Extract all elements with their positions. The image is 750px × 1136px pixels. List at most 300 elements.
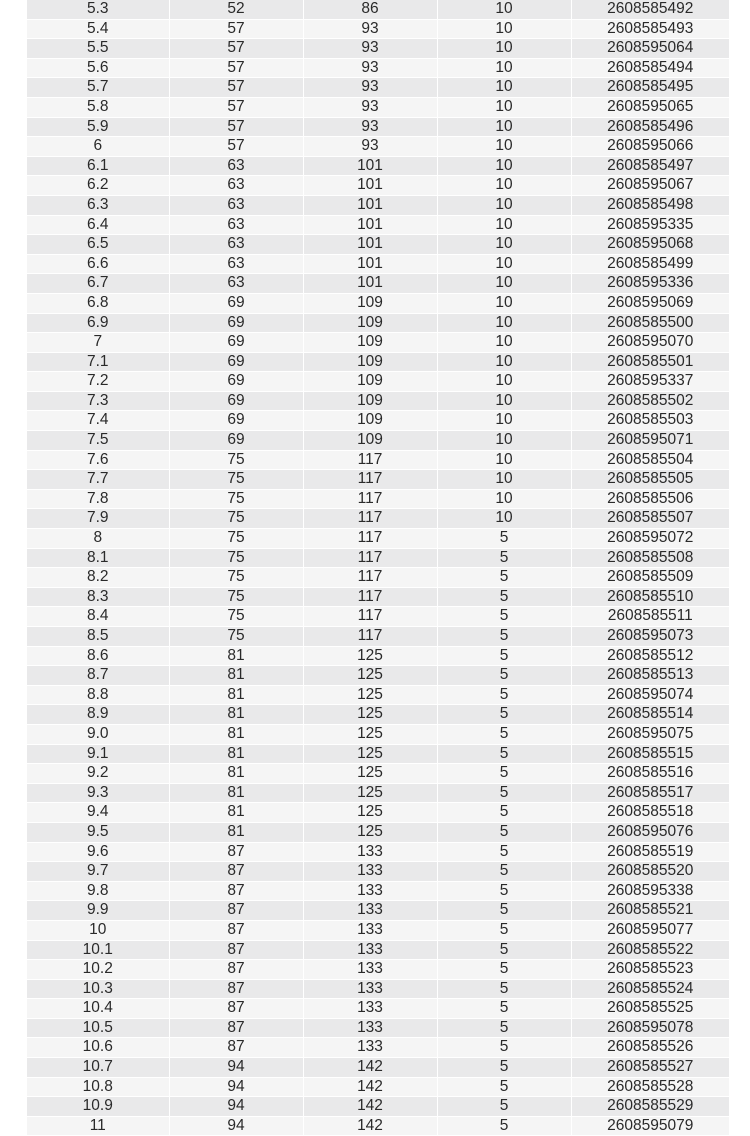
overall-length-cell: 125 [303, 646, 437, 666]
table-row [27, 431, 729, 451]
overall-length-cell: 125 [303, 724, 437, 744]
pack-qty-cell: 5 [437, 940, 571, 960]
diameter-cell: 6.2 [27, 176, 169, 196]
flute-length-cell: 69 [169, 333, 303, 353]
order-number-cell: 2608595073 [571, 627, 729, 647]
pack-qty-cell: 10 [437, 19, 571, 39]
flute-length-cell: 87 [169, 1038, 303, 1058]
order-number-cell: 2608595072 [571, 529, 729, 549]
order-number-cell: 2608585516 [571, 764, 729, 784]
overall-length-cell: 133 [303, 960, 437, 980]
flute-length-cell: 63 [169, 215, 303, 235]
overall-length-cell: 109 [303, 352, 437, 372]
overall-length-cell: 117 [303, 607, 437, 627]
order-number-cell: 2608585496 [571, 117, 729, 137]
flute-length-cell: 75 [169, 607, 303, 627]
table-row [27, 881, 729, 901]
table-row [27, 979, 729, 999]
flute-length-cell: 87 [169, 1018, 303, 1038]
overall-length-cell: 125 [303, 744, 437, 764]
flute-length-cell: 81 [169, 822, 303, 842]
overall-length-cell: 93 [303, 97, 437, 117]
flute-length-cell: 75 [169, 548, 303, 568]
pack-qty-cell: 10 [437, 411, 571, 431]
table-row [27, 587, 729, 607]
overall-length-cell: 142 [303, 1097, 437, 1117]
pack-qty-cell: 5 [437, 979, 571, 999]
order-number-cell: 2608585517 [571, 783, 729, 803]
flute-length-cell: 63 [169, 235, 303, 255]
table-row [27, 293, 729, 313]
order-number-cell: 2608595078 [571, 1018, 729, 1038]
overall-length-cell: 93 [303, 137, 437, 157]
overall-length-cell: 125 [303, 764, 437, 784]
diameter-cell: 7.2 [27, 372, 169, 392]
diameter-cell: 10 [27, 920, 169, 940]
diameter-cell: 6.6 [27, 254, 169, 274]
flute-length-cell: 75 [169, 587, 303, 607]
diameter-cell: 10.5 [27, 1018, 169, 1038]
order-number-cell: 2608585497 [571, 156, 729, 176]
overall-length-cell: 86 [303, 0, 437, 19]
diameter-cell: 6.8 [27, 293, 169, 313]
diameter-cell: 6.3 [27, 195, 169, 215]
table-row [27, 176, 729, 196]
flute-length-cell: 87 [169, 842, 303, 862]
table-row [27, 313, 729, 333]
table-row [27, 470, 729, 490]
flute-length-cell: 69 [169, 352, 303, 372]
order-number-cell: 2608595079 [571, 1116, 729, 1136]
diameter-cell: 8.4 [27, 607, 169, 627]
pack-qty-cell: 10 [437, 450, 571, 470]
diameter-cell: 9.1 [27, 744, 169, 764]
diameter-cell: 7.7 [27, 470, 169, 490]
overall-length-cell: 117 [303, 587, 437, 607]
diameter-cell: 6.9 [27, 313, 169, 333]
flute-length-cell: 63 [169, 195, 303, 215]
flute-length-cell: 81 [169, 764, 303, 784]
flute-length-cell: 81 [169, 646, 303, 666]
order-number-cell: 2608585526 [571, 1038, 729, 1058]
order-number-cell: 2608585504 [571, 450, 729, 470]
flute-length-cell: 57 [169, 137, 303, 157]
pack-qty-cell: 5 [437, 1038, 571, 1058]
order-number-cell: 2608585498 [571, 195, 729, 215]
order-number-cell: 2608595074 [571, 685, 729, 705]
pack-qty-cell: 10 [437, 313, 571, 333]
table-row [27, 960, 729, 980]
order-number-cell: 2608585513 [571, 666, 729, 686]
overall-length-cell: 133 [303, 842, 437, 862]
flute-length-cell: 87 [169, 901, 303, 921]
order-number-cell: 2608585520 [571, 862, 729, 882]
order-number-cell: 2608595064 [571, 39, 729, 59]
overall-length-cell: 133 [303, 1018, 437, 1038]
pack-qty-cell: 10 [437, 470, 571, 490]
diameter-cell: 9.0 [27, 724, 169, 744]
pack-qty-cell: 10 [437, 39, 571, 59]
order-number-cell: 2608585507 [571, 509, 729, 529]
overall-length-cell: 101 [303, 215, 437, 235]
overall-length-cell: 125 [303, 666, 437, 686]
pack-qty-cell: 10 [437, 156, 571, 176]
flute-length-cell: 81 [169, 803, 303, 823]
order-number-cell: 2608595075 [571, 724, 729, 744]
table-row [27, 705, 729, 725]
table-row [27, 1077, 729, 1097]
table-row [27, 215, 729, 235]
order-number-cell: 2608585515 [571, 744, 729, 764]
table-row [27, 156, 729, 176]
order-number-cell: 2608595067 [571, 176, 729, 196]
table-row [27, 724, 729, 744]
pack-qty-cell: 10 [437, 58, 571, 78]
flute-length-cell: 75 [169, 529, 303, 549]
diameter-cell: 9.9 [27, 901, 169, 921]
overall-length-cell: 142 [303, 1058, 437, 1078]
table-row [27, 333, 729, 353]
diameter-cell: 9.6 [27, 842, 169, 862]
pack-qty-cell: 5 [437, 587, 571, 607]
diameter-cell: 5.3 [27, 0, 169, 19]
order-number-cell: 2608585495 [571, 78, 729, 98]
table-row [27, 391, 729, 411]
diameter-cell: 10.9 [27, 1097, 169, 1117]
pack-qty-cell: 5 [437, 627, 571, 647]
order-number-cell: 2608585525 [571, 999, 729, 1019]
spec-table-body [27, 0, 729, 1136]
pack-qty-cell: 10 [437, 235, 571, 255]
order-number-cell: 2608595066 [571, 137, 729, 157]
pack-qty-cell: 5 [437, 548, 571, 568]
order-number-cell: 2608585510 [571, 587, 729, 607]
flute-length-cell: 63 [169, 274, 303, 294]
overall-length-cell: 117 [303, 470, 437, 490]
pack-qty-cell: 5 [437, 999, 571, 1019]
diameter-cell: 6.7 [27, 274, 169, 294]
pack-qty-cell: 10 [437, 489, 571, 509]
overall-length-cell: 93 [303, 117, 437, 137]
diameter-cell: 6.1 [27, 156, 169, 176]
table-row [27, 0, 729, 19]
flute-length-cell: 94 [169, 1077, 303, 1097]
diameter-cell: 5.6 [27, 58, 169, 78]
pack-qty-cell: 5 [437, 607, 571, 627]
flute-length-cell: 81 [169, 744, 303, 764]
pack-qty-cell: 5 [437, 1077, 571, 1097]
diameter-cell: 7.6 [27, 450, 169, 470]
diameter-cell: 8.6 [27, 646, 169, 666]
diameter-cell: 8.3 [27, 587, 169, 607]
table-row [27, 803, 729, 823]
overall-length-cell: 117 [303, 529, 437, 549]
overall-length-cell: 133 [303, 979, 437, 999]
flute-length-cell: 75 [169, 489, 303, 509]
order-number-cell: 2608585492 [571, 0, 729, 19]
table-row [27, 117, 729, 137]
flute-length-cell: 87 [169, 920, 303, 940]
table-row [27, 274, 729, 294]
diameter-cell: 8.9 [27, 705, 169, 725]
flute-length-cell: 57 [169, 58, 303, 78]
order-number-cell: 2608595068 [571, 235, 729, 255]
diameter-cell: 7.8 [27, 489, 169, 509]
pack-qty-cell: 10 [437, 352, 571, 372]
diameter-cell: 6 [27, 137, 169, 157]
table-row [27, 1097, 729, 1117]
order-number-cell: 2608585524 [571, 979, 729, 999]
diameter-cell: 8.1 [27, 548, 169, 568]
order-number-cell: 2608585522 [571, 940, 729, 960]
table-row [27, 78, 729, 98]
table-row [27, 1038, 729, 1058]
diameter-cell: 6.5 [27, 235, 169, 255]
order-number-cell: 2608585494 [571, 58, 729, 78]
diameter-cell: 7 [27, 333, 169, 353]
flute-length-cell: 94 [169, 1058, 303, 1078]
table-row [27, 411, 729, 431]
table-row [27, 39, 729, 59]
pack-qty-cell: 5 [437, 1058, 571, 1078]
diameter-cell: 9.4 [27, 803, 169, 823]
table-row [27, 568, 729, 588]
flute-length-cell: 75 [169, 509, 303, 529]
order-number-cell: 2608585506 [571, 489, 729, 509]
diameter-cell: 7.5 [27, 431, 169, 451]
pack-qty-cell: 5 [437, 705, 571, 725]
flute-length-cell: 57 [169, 78, 303, 98]
overall-length-cell: 101 [303, 235, 437, 255]
diameter-cell: 10.4 [27, 999, 169, 1019]
table-row [27, 744, 729, 764]
table-row [27, 940, 729, 960]
overall-length-cell: 133 [303, 901, 437, 921]
overall-length-cell: 125 [303, 783, 437, 803]
order-number-cell: 2608585508 [571, 548, 729, 568]
diameter-cell: 9.8 [27, 881, 169, 901]
table-row [27, 352, 729, 372]
order-number-cell: 2608585501 [571, 352, 729, 372]
flute-length-cell: 87 [169, 999, 303, 1019]
pack-qty-cell: 10 [437, 372, 571, 392]
pack-qty-cell: 10 [437, 391, 571, 411]
overall-length-cell: 109 [303, 313, 437, 333]
pack-qty-cell: 5 [437, 724, 571, 744]
diameter-cell: 8.7 [27, 666, 169, 686]
table-row [27, 58, 729, 78]
flute-length-cell: 75 [169, 568, 303, 588]
pack-qty-cell: 5 [437, 822, 571, 842]
diameter-cell: 10.1 [27, 940, 169, 960]
pack-qty-cell: 10 [437, 215, 571, 235]
table-row [27, 685, 729, 705]
overall-length-cell: 109 [303, 333, 437, 353]
overall-length-cell: 125 [303, 803, 437, 823]
pack-qty-cell: 5 [437, 744, 571, 764]
table-row [27, 627, 729, 647]
pack-qty-cell: 10 [437, 509, 571, 529]
table-row [27, 862, 729, 882]
flute-length-cell: 81 [169, 705, 303, 725]
overall-length-cell: 133 [303, 920, 437, 940]
order-number-cell: 2608585514 [571, 705, 729, 725]
diameter-cell: 7.4 [27, 411, 169, 431]
order-number-cell: 2608585511 [571, 607, 729, 627]
order-number-cell: 2608585509 [571, 568, 729, 588]
pack-qty-cell: 10 [437, 195, 571, 215]
order-number-cell: 2608595335 [571, 215, 729, 235]
order-number-cell: 2608585499 [571, 254, 729, 274]
table-row [27, 509, 729, 529]
order-number-cell: 2608595077 [571, 920, 729, 940]
order-number-cell: 2608585523 [571, 960, 729, 980]
order-number-cell: 2608585512 [571, 646, 729, 666]
order-number-cell: 2608585500 [571, 313, 729, 333]
pack-qty-cell: 5 [437, 1116, 571, 1136]
diameter-cell: 5.8 [27, 97, 169, 117]
pack-qty-cell: 5 [437, 764, 571, 784]
overall-length-cell: 101 [303, 195, 437, 215]
diameter-cell: 10.2 [27, 960, 169, 980]
order-number-cell: 2608585527 [571, 1058, 729, 1078]
flute-length-cell: 81 [169, 685, 303, 705]
flute-length-cell: 87 [169, 979, 303, 999]
table-row [27, 920, 729, 940]
table-row [27, 19, 729, 39]
table-row [27, 607, 729, 627]
overall-length-cell: 117 [303, 568, 437, 588]
overall-length-cell: 117 [303, 489, 437, 509]
order-number-cell: 2608585529 [571, 1097, 729, 1117]
table-row [27, 489, 729, 509]
table-row [27, 1018, 729, 1038]
flute-length-cell: 57 [169, 97, 303, 117]
pack-qty-cell: 5 [437, 960, 571, 980]
diameter-cell: 6.4 [27, 215, 169, 235]
order-number-cell: 2608595065 [571, 97, 729, 117]
pack-qty-cell: 5 [437, 1018, 571, 1038]
pack-qty-cell: 10 [437, 97, 571, 117]
order-number-cell: 2608585528 [571, 1077, 729, 1097]
flute-length-cell: 57 [169, 19, 303, 39]
table-row [27, 783, 729, 803]
table-row [27, 548, 729, 568]
overall-length-cell: 109 [303, 372, 437, 392]
order-number-cell: 2608585519 [571, 842, 729, 862]
overall-length-cell: 125 [303, 685, 437, 705]
table-row [27, 137, 729, 157]
flute-length-cell: 69 [169, 431, 303, 451]
pack-qty-cell: 10 [437, 176, 571, 196]
diameter-cell: 10.6 [27, 1038, 169, 1058]
pack-qty-cell: 10 [437, 137, 571, 157]
overall-length-cell: 93 [303, 58, 437, 78]
pack-qty-cell: 10 [437, 254, 571, 274]
overall-length-cell: 109 [303, 411, 437, 431]
order-number-cell: 2608595076 [571, 822, 729, 842]
overall-length-cell: 101 [303, 176, 437, 196]
overall-length-cell: 101 [303, 274, 437, 294]
diameter-cell: 10.8 [27, 1077, 169, 1097]
overall-length-cell: 133 [303, 1038, 437, 1058]
pack-qty-cell: 5 [437, 568, 571, 588]
order-number-cell: 2608585493 [571, 19, 729, 39]
overall-length-cell: 93 [303, 19, 437, 39]
diameter-cell: 8.5 [27, 627, 169, 647]
order-number-cell: 2608595069 [571, 293, 729, 313]
order-number-cell: 2608595070 [571, 333, 729, 353]
table-row [27, 999, 729, 1019]
flute-length-cell: 52 [169, 0, 303, 19]
order-number-cell: 2608595336 [571, 274, 729, 294]
overall-length-cell: 133 [303, 940, 437, 960]
overall-length-cell: 125 [303, 705, 437, 725]
diameter-cell: 7.1 [27, 352, 169, 372]
overall-length-cell: 133 [303, 862, 437, 882]
flute-length-cell: 94 [169, 1097, 303, 1117]
table-row [27, 1116, 729, 1136]
diameter-cell: 5.7 [27, 78, 169, 98]
overall-length-cell: 101 [303, 254, 437, 274]
flute-length-cell: 75 [169, 450, 303, 470]
table-row [27, 901, 729, 921]
flute-length-cell: 94 [169, 1116, 303, 1136]
overall-length-cell: 133 [303, 999, 437, 1019]
table-row [27, 450, 729, 470]
flute-length-cell: 69 [169, 411, 303, 431]
table-row [27, 235, 729, 255]
flute-length-cell: 69 [169, 313, 303, 333]
order-number-cell: 2608595071 [571, 431, 729, 451]
diameter-cell: 5.4 [27, 19, 169, 39]
pack-qty-cell: 5 [437, 1097, 571, 1117]
overall-length-cell: 93 [303, 78, 437, 98]
overall-length-cell: 93 [303, 39, 437, 59]
table-row [27, 764, 729, 784]
table-row [27, 195, 729, 215]
flute-length-cell: 57 [169, 117, 303, 137]
table-row [27, 372, 729, 392]
diameter-cell: 5.9 [27, 117, 169, 137]
overall-length-cell: 117 [303, 627, 437, 647]
order-number-cell: 2608585518 [571, 803, 729, 823]
table-row [27, 842, 729, 862]
overall-length-cell: 109 [303, 391, 437, 411]
diameter-cell: 9.3 [27, 783, 169, 803]
overall-length-cell: 117 [303, 450, 437, 470]
overall-length-cell: 117 [303, 509, 437, 529]
pack-qty-cell: 5 [437, 881, 571, 901]
table-row [27, 646, 729, 666]
flute-length-cell: 87 [169, 940, 303, 960]
pack-qty-cell: 5 [437, 842, 571, 862]
flute-length-cell: 87 [169, 881, 303, 901]
diameter-cell: 9.7 [27, 862, 169, 882]
pack-qty-cell: 10 [437, 0, 571, 19]
diameter-cell: 10.3 [27, 979, 169, 999]
pack-qty-cell: 10 [437, 293, 571, 313]
pack-qty-cell: 5 [437, 901, 571, 921]
pack-qty-cell: 5 [437, 529, 571, 549]
table-row [27, 1058, 729, 1078]
pack-qty-cell: 5 [437, 803, 571, 823]
pack-qty-cell: 10 [437, 117, 571, 137]
diameter-cell: 7.3 [27, 391, 169, 411]
diameter-cell: 7.9 [27, 509, 169, 529]
order-number-cell: 2608585505 [571, 470, 729, 490]
order-number-cell: 2608595338 [571, 881, 729, 901]
